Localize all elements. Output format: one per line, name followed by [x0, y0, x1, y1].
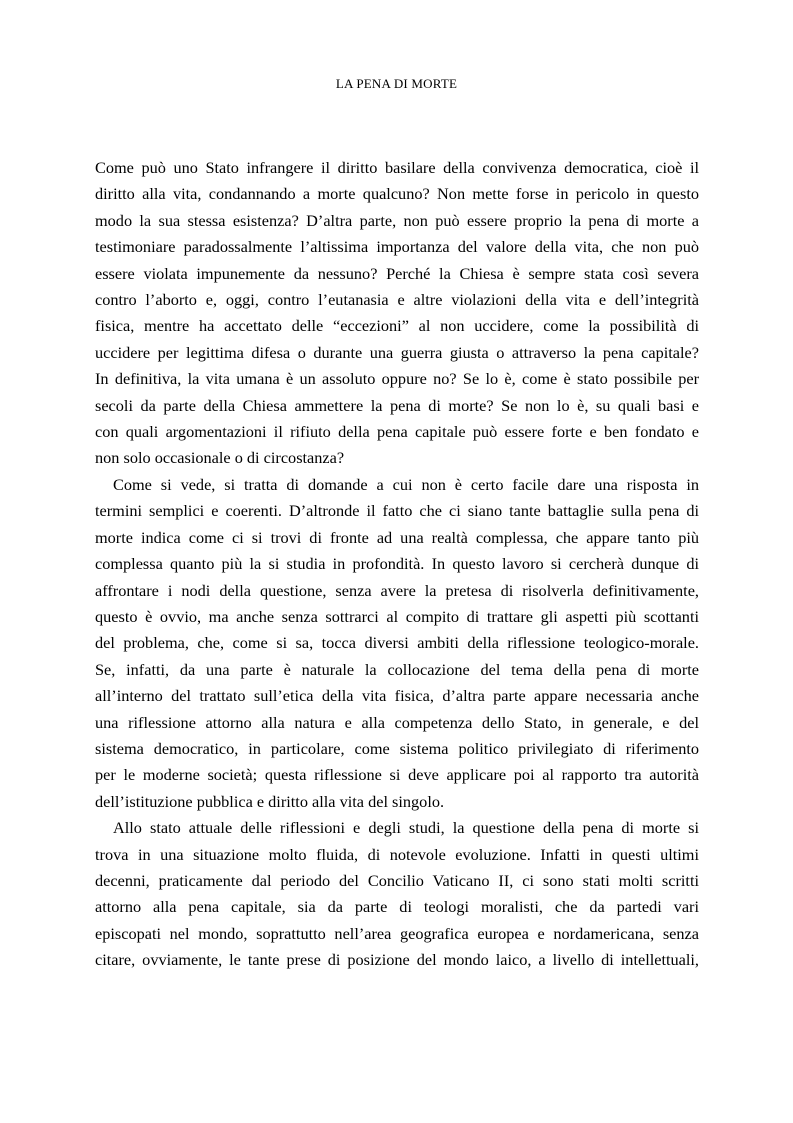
text-line: Se, infatti, da una parte è naturale la collocazione del tema della pena di morte — [95, 659, 699, 679]
text-line: dell’istituzione pubblica e diritto alla vita del singolo. — [95, 791, 445, 811]
text-line: decenni, praticamente dal periodo del Concilio Vaticano II, ci sono stati molti scritti — [95, 870, 699, 890]
text-line: del problema, che, come si sa, tocca diversi ambiti della riflessione teologico-morale. — [95, 633, 699, 653]
text-line: attorno alla pena capitale, sia da parte di teologi moralisti, che da partedi vari — [95, 897, 699, 917]
text-line: con quali argomentazioni il rifiuto della pena capitale può essere forte e ben fondato e — [95, 422, 699, 442]
text-line: essere violata impunemente da nessuno? Perché la Chiesa è sempre stata così severa — [95, 263, 699, 283]
text-line: modo la sua stessa esistenza? D’altra parte, non può essere proprio la pena di morte a — [95, 210, 699, 230]
text-line: una riflessione attorno alla natura e alla competenza dello Stato, in generale, e del — [95, 712, 699, 732]
text-line: questo è ovvio, ma anche senza sottrarci al compito di trattare gli aspetti più scottanti — [95, 606, 699, 626]
text-line: citare, ovviamente, le tante prese di posizione del mondo laico, a livello di intellettuali, — [95, 950, 699, 970]
text-line: secoli da parte della Chiesa ammettere la pena di morte? Se non lo è, su quali basi e — [95, 395, 699, 415]
text-line: morte indica come ci si trovi di fronte ad una realtà complessa, che appare tanto più — [95, 527, 699, 547]
paragraph-1 — [95, 155, 699, 472]
text-line: uccidere per legittima difesa o durante una guerra giusta o attraverso la pena capitale? — [95, 342, 699, 362]
text-line: trova in una situazione molto fluida, di notevole evoluzione. Infatti in questi ultimi — [95, 844, 699, 864]
text-line: affrontare i nodi della questione, senza avere la pretesa di risolverla definitivamente, — [95, 580, 699, 600]
paragraph-2 — [95, 472, 699, 815]
text-line: non solo occasionale o di circostanza? — [95, 448, 345, 468]
text-line: episcopati nel mondo, soprattutto nell’area geografica europea e nordamericana, senza — [95, 923, 699, 943]
text-line: sistema democratico, in particolare, come sistema politico privilegiato di riferimento — [95, 738, 699, 758]
text-line: Allo stato attuale delle riflessioni e degli studi, la questione della pena di morte si — [113, 818, 699, 838]
document-body — [95, 155, 699, 974]
text-line: fisica, mentre ha accettato delle “eccezioni” al non uccidere, come la possibilità di — [95, 316, 699, 336]
text-line: In definitiva, la vita umana è un assoluto oppure no? Se lo è, come è stato possibile per — [95, 369, 699, 389]
paragraph-3 — [95, 815, 699, 973]
text-line: contro l’aborto e, oggi, contro l’eutanasia e altre violazioni della vita e dell’integrità — [95, 290, 699, 310]
text-line: testimoniare paradossalmente l’altissima importanza del valore della vita, che non può — [95, 237, 699, 257]
text-line: complessa quanto più la si studia in profondità. In questo lavoro si cercherà dunque di — [95, 554, 699, 574]
text-line: Come si vede, si tratta di domande a cui non è certo facile dare una risposta in — [113, 474, 699, 494]
text-line: per le moderne società; questa riflessione si deve applicare poi al rapporto tra autorità — [95, 765, 699, 785]
text-line: all’interno del trattato sull’etica della vita fisica, d’altra parte appare necessaria anche — [95, 686, 699, 706]
text-line: diritto alla vita, condannando a morte qualcuno? Non mette forse in pericolo in questo — [95, 184, 699, 204]
text-line: Come può uno Stato infrangere il diritto basilare della convivenza democratica, cioè il — [95, 158, 699, 177]
text-line: termini semplici e coerenti. D’altronde il fatto che ci siano tante battaglie sulla pena di — [95, 501, 699, 521]
page-header-title: LA PENA DI MORTE — [335, 76, 458, 91]
